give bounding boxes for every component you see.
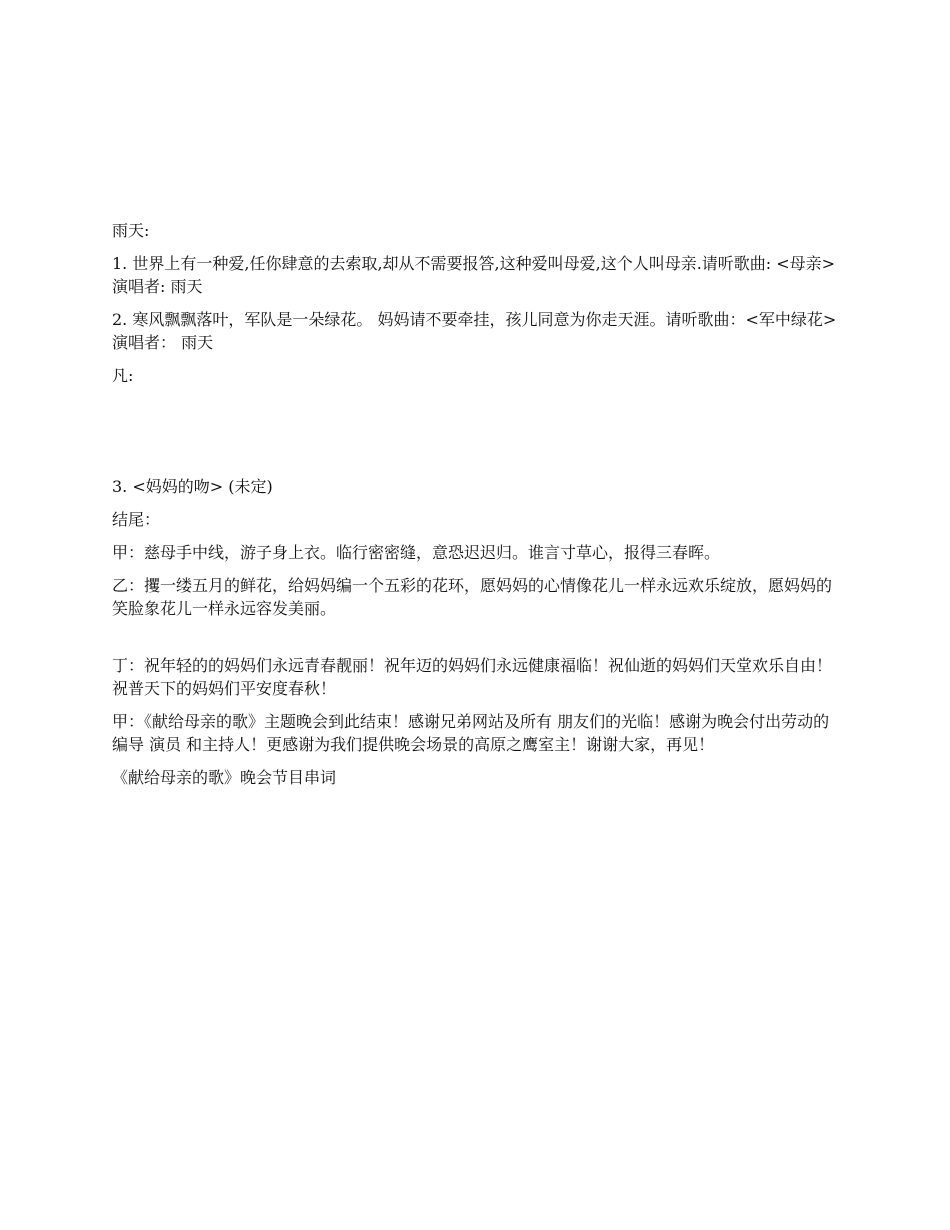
ending-line-yi: 乙：攫一缕五月的鲜花，给妈妈编一个五彩的花环，愿妈妈的心情像花儿一样永远欢乐绽放，愿妈妈的笑脸象花儿一样永远容发美丽。 [112, 576, 833, 618]
blank-space [112, 397, 840, 475]
program-item-3: 3. <妈妈的吻> (未定) [112, 477, 273, 496]
program-item-2: 2. 寒风飘飘落叶，军队是一朵绿花。 妈妈请不要牵挂，孩儿同意为你走天涯。请听歌曲：<军中绿花> 演唱者： 雨天 [112, 310, 837, 352]
program-item-1: 1. 世界上有一种爱,任你肆意的去索取,却从不需要报答,这种爱叫母爱,这个人叫母亲.请听歌曲: <母亲> 演唱者: 雨天 [112, 254, 836, 296]
ending-line-ding: 丁：祝年轻的的妈妈们永远青春靓丽！祝年迈的妈妈们永远健康福临！祝仙逝的妈妈们天堂欢乐自由！祝普天下的妈妈们平安度春秋！ [112, 656, 833, 698]
ending-line-jia: 甲：慈母手中线，游子身上衣。临行密密缝，意恐迟迟归。谁言寸草心，报得三春晖。 [112, 543, 721, 562]
ending-heading: 结尾： [112, 510, 161, 529]
document-body [112, 219, 840, 799]
closing-line-jia: 甲：《献给母亲的歌》主题晚会到此结束！感谢兄弟网站及所有 朋友们的光临！感谢为晚会付出劳动的编导 演员 和主持人！更感谢为我们提供晚会场景的高原之鹰室主！谢谢大家，再见！ [112, 712, 830, 754]
blank-space [112, 630, 840, 654]
speaker-label-yutian: 雨天: [112, 221, 150, 240]
document-title-footer: 《献给母亲的歌》晚会节目串词 [112, 768, 337, 787]
speaker-label-fan: 凡: [112, 366, 134, 385]
